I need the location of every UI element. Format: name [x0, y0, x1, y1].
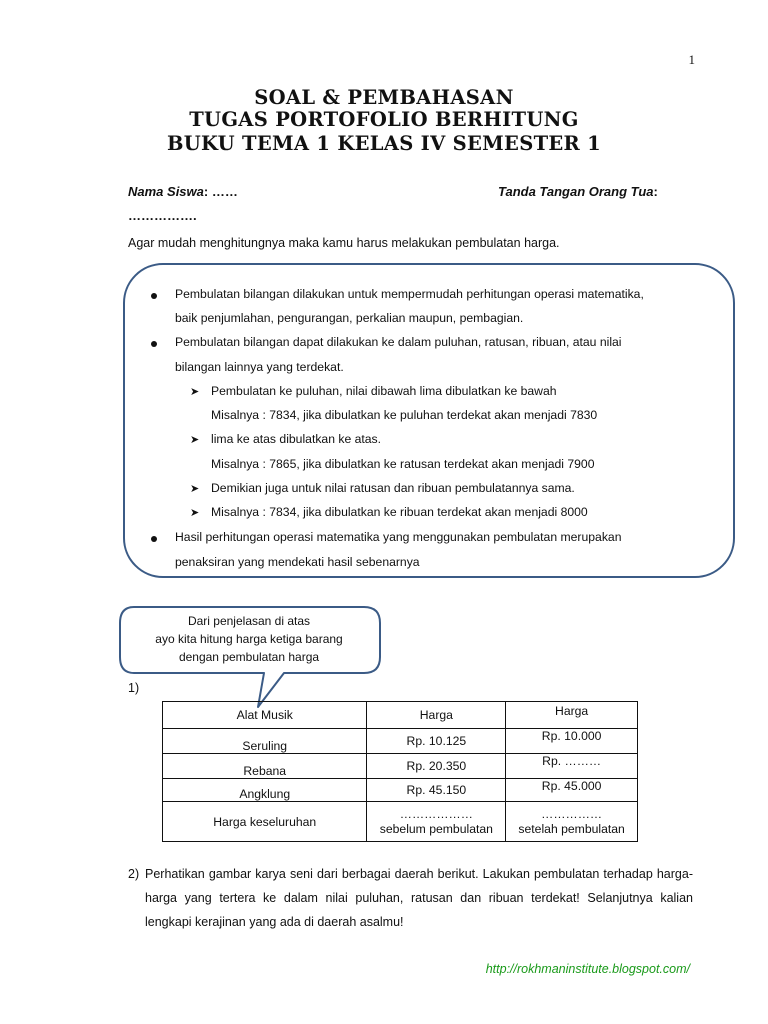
footer-link[interactable]: http://rokhmaninstitute.blogspot.com/: [485, 962, 690, 976]
table-total-after: [506, 802, 638, 842]
bullet-dot: [151, 536, 157, 542]
question-1-number: 1): [128, 681, 140, 695]
signature-label: Tanda Tangan Orang Tua: [498, 184, 654, 199]
callout-line-3: dengan pembulatan harga: [178, 650, 320, 664]
table-row: [163, 754, 638, 779]
sub-2-example: Misalnya : 7865, jika dibulatkan ke ratusan terdekat akan menjadi 7900: [211, 457, 595, 471]
table-header-cell: Harga: [367, 702, 506, 729]
title-line-1: SOAL & PEMBAHASAN: [254, 86, 514, 109]
student-name-value: : ……: [203, 184, 238, 199]
page-number: 1: [688, 52, 695, 67]
arrow-bullet-icon: ➤: [190, 434, 200, 446]
arrow-bullet-icon: ➤: [190, 386, 200, 398]
table-cell: Rebana: [163, 754, 367, 779]
callout-line-2: ayo kita hitung harga ketiga barang: [155, 632, 343, 646]
bullet-2-line-1: Pembulatan bilangan dapat dilakukan ke dalam puluhan, ratusan, ribuan, atau nilai: [175, 335, 622, 349]
signature-colon: :: [653, 184, 658, 199]
table-row: [163, 779, 638, 802]
student-name-label: Nama Siswa: [128, 184, 204, 199]
table-cell: Rp. 20.350: [367, 754, 506, 779]
title-line-3: BUKU TEMA 1 KELAS IV SEMESTER 1: [166, 132, 602, 155]
total-after-dots: ……………: [541, 806, 603, 821]
arrow-bullet-icon: ➤: [190, 483, 200, 495]
table-header-row: [163, 702, 638, 729]
total-before-dots: ………………: [399, 806, 473, 821]
sub-2: lima ke atas dibulatkan ke atas.: [211, 432, 382, 446]
table-header-cell: Harga: [506, 702, 638, 729]
sub-1: Pembulatan ke puluhan, nilai dibawah lima dibulatkan ke bawah: [211, 384, 557, 398]
table-cell: Rp. 45.000: [506, 779, 638, 802]
student-name-row: [128, 183, 238, 201]
sub-4: Misalnya : 7834, jika dibulatkan ke ribuan terdekat akan menjadi 8000: [211, 505, 588, 519]
table-cell: Rp. 10.000: [506, 729, 638, 754]
question-2-number: 2): [128, 867, 140, 881]
sub-1-example: Misalnya : 7834, jika dibulatkan ke puluhan terdekat akan menjadi 7830: [211, 408, 598, 422]
table-header-cell: Alat Musik: [163, 702, 367, 729]
total-before-label: sebelum pembulatan: [379, 821, 493, 836]
title-line-2: TUGAS PORTOFOLIO BERHITUNG: [189, 108, 579, 131]
bullet-3-line-1: Hasil perhitungan operasi matematika yang menggunakan pembulatan merupakan: [175, 530, 622, 544]
signature-row: [498, 183, 658, 201]
bullet-1-line-1: Pembulatan bilangan dilakukan untuk mempermudah perhitungan operasi matematika,: [175, 287, 644, 301]
signature-value: …………….: [128, 208, 197, 223]
table-total-row: [163, 802, 638, 842]
bullet-2-line-2: bilangan lainnya yang terdekat.: [175, 360, 344, 374]
bullet-1-line-2: baik penjumlahan, pengurangan, perkalian maupun, pembagian.: [175, 311, 524, 325]
price-table: [162, 701, 638, 842]
table-cell: Rp. ………: [506, 754, 638, 779]
table-total-before: [367, 802, 506, 842]
intro-text: Agar mudah menghitungnya maka kamu harus melakukan pembulatan harga.: [128, 236, 560, 250]
bullet-dot: [151, 293, 157, 299]
table-total-label: Harga keseluruhan: [163, 802, 367, 842]
table-cell: Rp. 10.125: [367, 729, 506, 754]
arrow-bullet-icon: ➤: [190, 507, 200, 519]
bullet-dot: [151, 341, 157, 347]
table-cell: Rp. 45.150: [367, 779, 506, 802]
question-2-text: Perhatikan gambar karya seni dari berbagai daerah berikut. Lakukan pembulatan terhadap harga-harga yang tertera ke dalam nilai puluhan, ratusan dan ribuan terdekat! Selanjutnya kalian lengkapi kerajinan yang ada di daerah asalmu!: [145, 867, 693, 929]
callout-line-1: Dari penjelasan di atas: [187, 614, 311, 628]
table-row: [163, 729, 638, 754]
bullet-3-line-2: penaksiran yang mendekati hasil sebenarnya: [175, 555, 420, 569]
total-after-label: setelah pembulatan: [518, 821, 625, 836]
table-cell: Seruling: [163, 729, 367, 754]
sub-3: Demikian juga untuk nilai ratusan dan ribuan pembulatannya sama.: [211, 481, 575, 495]
table-cell: Angklung: [163, 779, 367, 802]
